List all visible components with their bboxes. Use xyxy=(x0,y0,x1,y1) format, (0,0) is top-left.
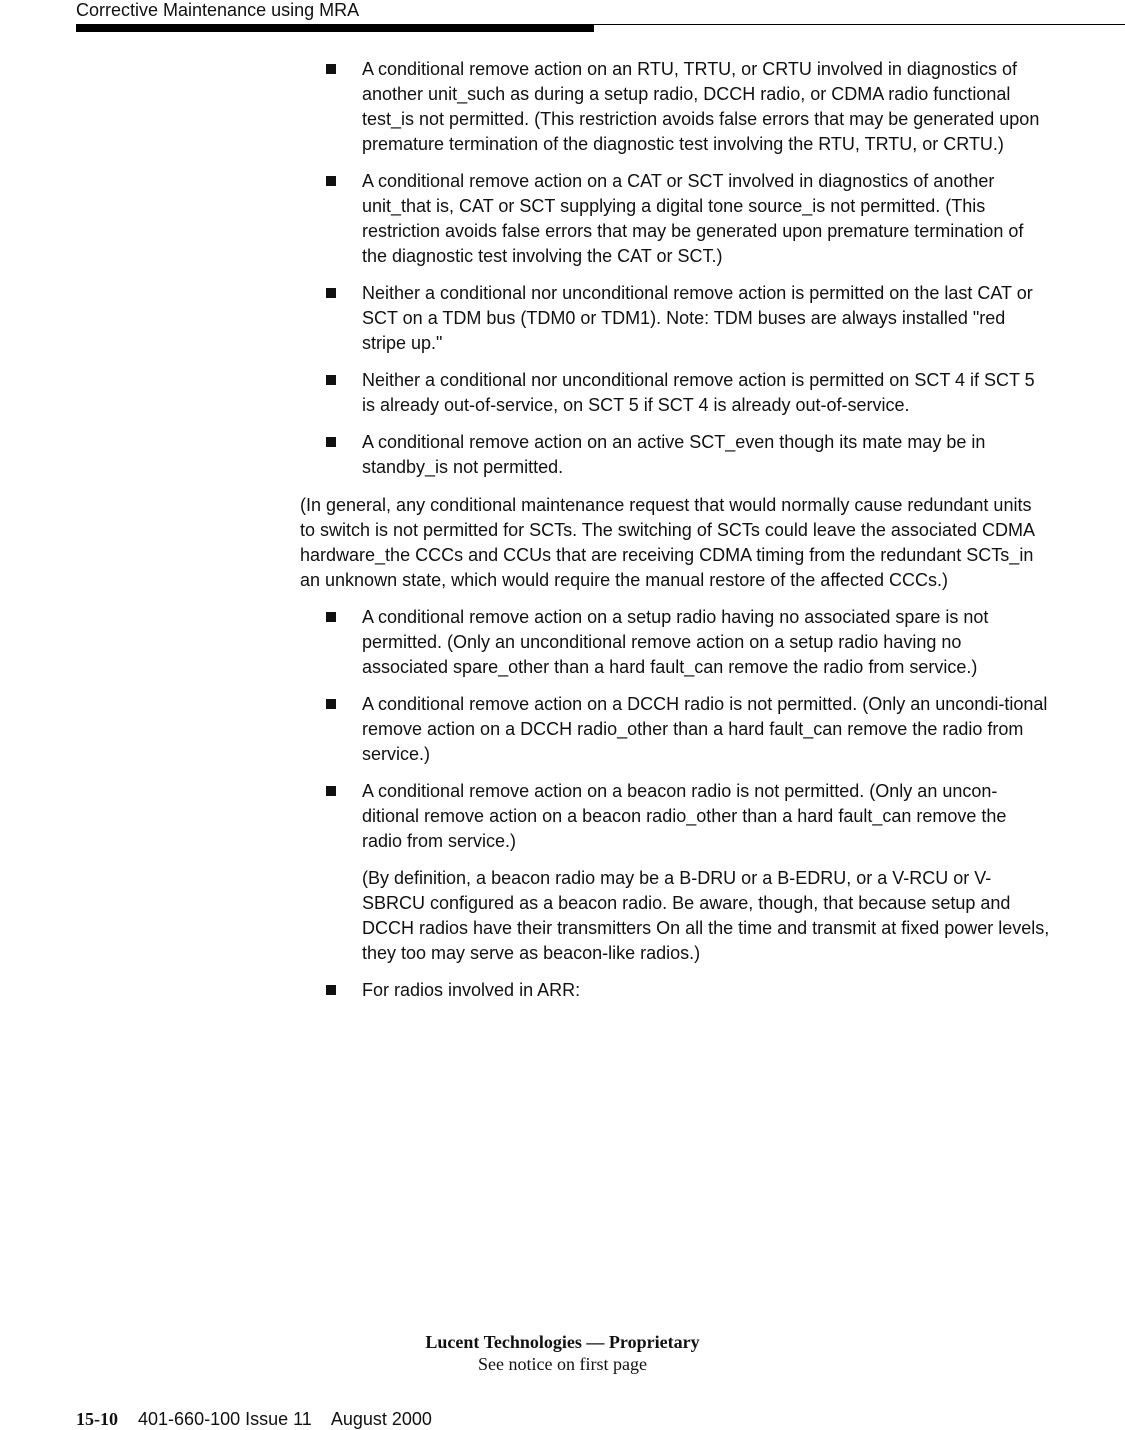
list-item xyxy=(300,978,1050,1003)
square-bullet-icon xyxy=(326,176,336,186)
square-bullet-icon xyxy=(326,288,336,298)
list-item xyxy=(300,368,1050,418)
header-thick-rule xyxy=(76,24,594,32)
square-bullet-icon xyxy=(326,437,336,447)
page-folio xyxy=(76,1408,432,1430)
header-thin-rule xyxy=(594,24,1125,25)
list-item-text: Neither a conditional nor unconditional remove action is permitted on the last CAT or SCT on a TDM bus (TDM0 or TDM1). Note: TDM buses are always installed "red stripe up." xyxy=(362,283,1033,353)
square-bullet-icon xyxy=(326,64,336,74)
list-item xyxy=(300,430,1050,480)
list-item xyxy=(300,169,1050,269)
running-header: Corrective Maintenance using MRA xyxy=(76,0,360,20)
beacon-note: (By definition, a beacon radio may be a B-DRU or a B-EDRU, or a V-RCU or V-SBRCU configured as a beacon radio. Be aware, though, that because setup and DCCH radios have their transmitters On all the time and transmit at fixed power levels, they too may serve as beacon-like radios.) xyxy=(362,868,1050,963)
list-item-text: A conditional remove action on an RTU, TRTU, or CRTU involved in diagnostics of another unit_such as during a setup radio, DCCH radio, or CDMA radio functional test_is not permitted. (This restriction avoids false errors that may be generated upon premature termination of the diagnostic test involving the RTU, TRTU, or CRTU.) xyxy=(362,59,1040,154)
document-date: August 2000 xyxy=(330,1409,432,1429)
page-number: 15-10 xyxy=(76,1409,118,1429)
list-item xyxy=(300,779,1050,854)
document-number: 401-660-100 Issue 11 xyxy=(138,1409,312,1429)
list-item-text: For radios involved in ARR: xyxy=(362,980,581,1000)
list-item xyxy=(300,692,1050,767)
page-body xyxy=(300,57,1050,1015)
list-item-text: A conditional remove action on a beacon radio is not permitted. (Only an uncon-ditional remove action on a beacon radio_other than a hard fault_can remove the radio from service.) xyxy=(362,781,1007,851)
general-paragraph: (In general, any conditional maintenance request that would normally cause redundant units to switch is not permitted for SCTs. The switching of SCTs could leave the associated CDMA hardware_the CCCs and CCUs that are receiving CDMA timing from the redundant SCTs_in an unknown state, which would require the manual restore of the affected CCCs.) xyxy=(300,495,1034,590)
list-item xyxy=(300,281,1050,356)
square-bullet-icon xyxy=(326,375,336,385)
list-item xyxy=(300,605,1050,680)
list-item-text: A conditional remove action on a CAT or SCT involved in diagnostics of another unit_that is, CAT or SCT supplying a digital tone source_is not permitted. (This restriction avoids false errors that may be generated upon premature termination of the diagnostic test involving the CAT or SCT.) xyxy=(362,171,1024,266)
list-item-text: A conditional remove action on a DCCH radio is not permitted. (Only an uncondi-tional remove action on a DCCH radio_other than a hard fault_can remove the radio from service.) xyxy=(362,694,1048,764)
list-item xyxy=(300,57,1050,157)
list-item-text: A conditional remove action on a setup radio having no associated spare is not permitted. (Only an unconditional remove action on a setup radio having no associated spare_other than a hard fault_can remove the radio from service.) xyxy=(362,607,989,677)
footer-company: Lucent Technologies — Proprietary xyxy=(425,1332,700,1352)
list-item-text: Neither a conditional nor unconditional remove action is permitted on SCT 4 if SCT 5 is already out-of-service, on SCT 5 if SCT 4 is already out-of-service. xyxy=(362,370,1035,415)
square-bullet-icon xyxy=(326,699,336,709)
square-bullet-icon xyxy=(326,786,336,796)
square-bullet-icon xyxy=(326,612,336,622)
list-item-text: A conditional remove action on an active SCT_even though its mate may be in standby_is not permitted. xyxy=(362,432,986,477)
square-bullet-icon xyxy=(326,985,336,995)
footer-notice: See notice on first page xyxy=(478,1354,647,1374)
